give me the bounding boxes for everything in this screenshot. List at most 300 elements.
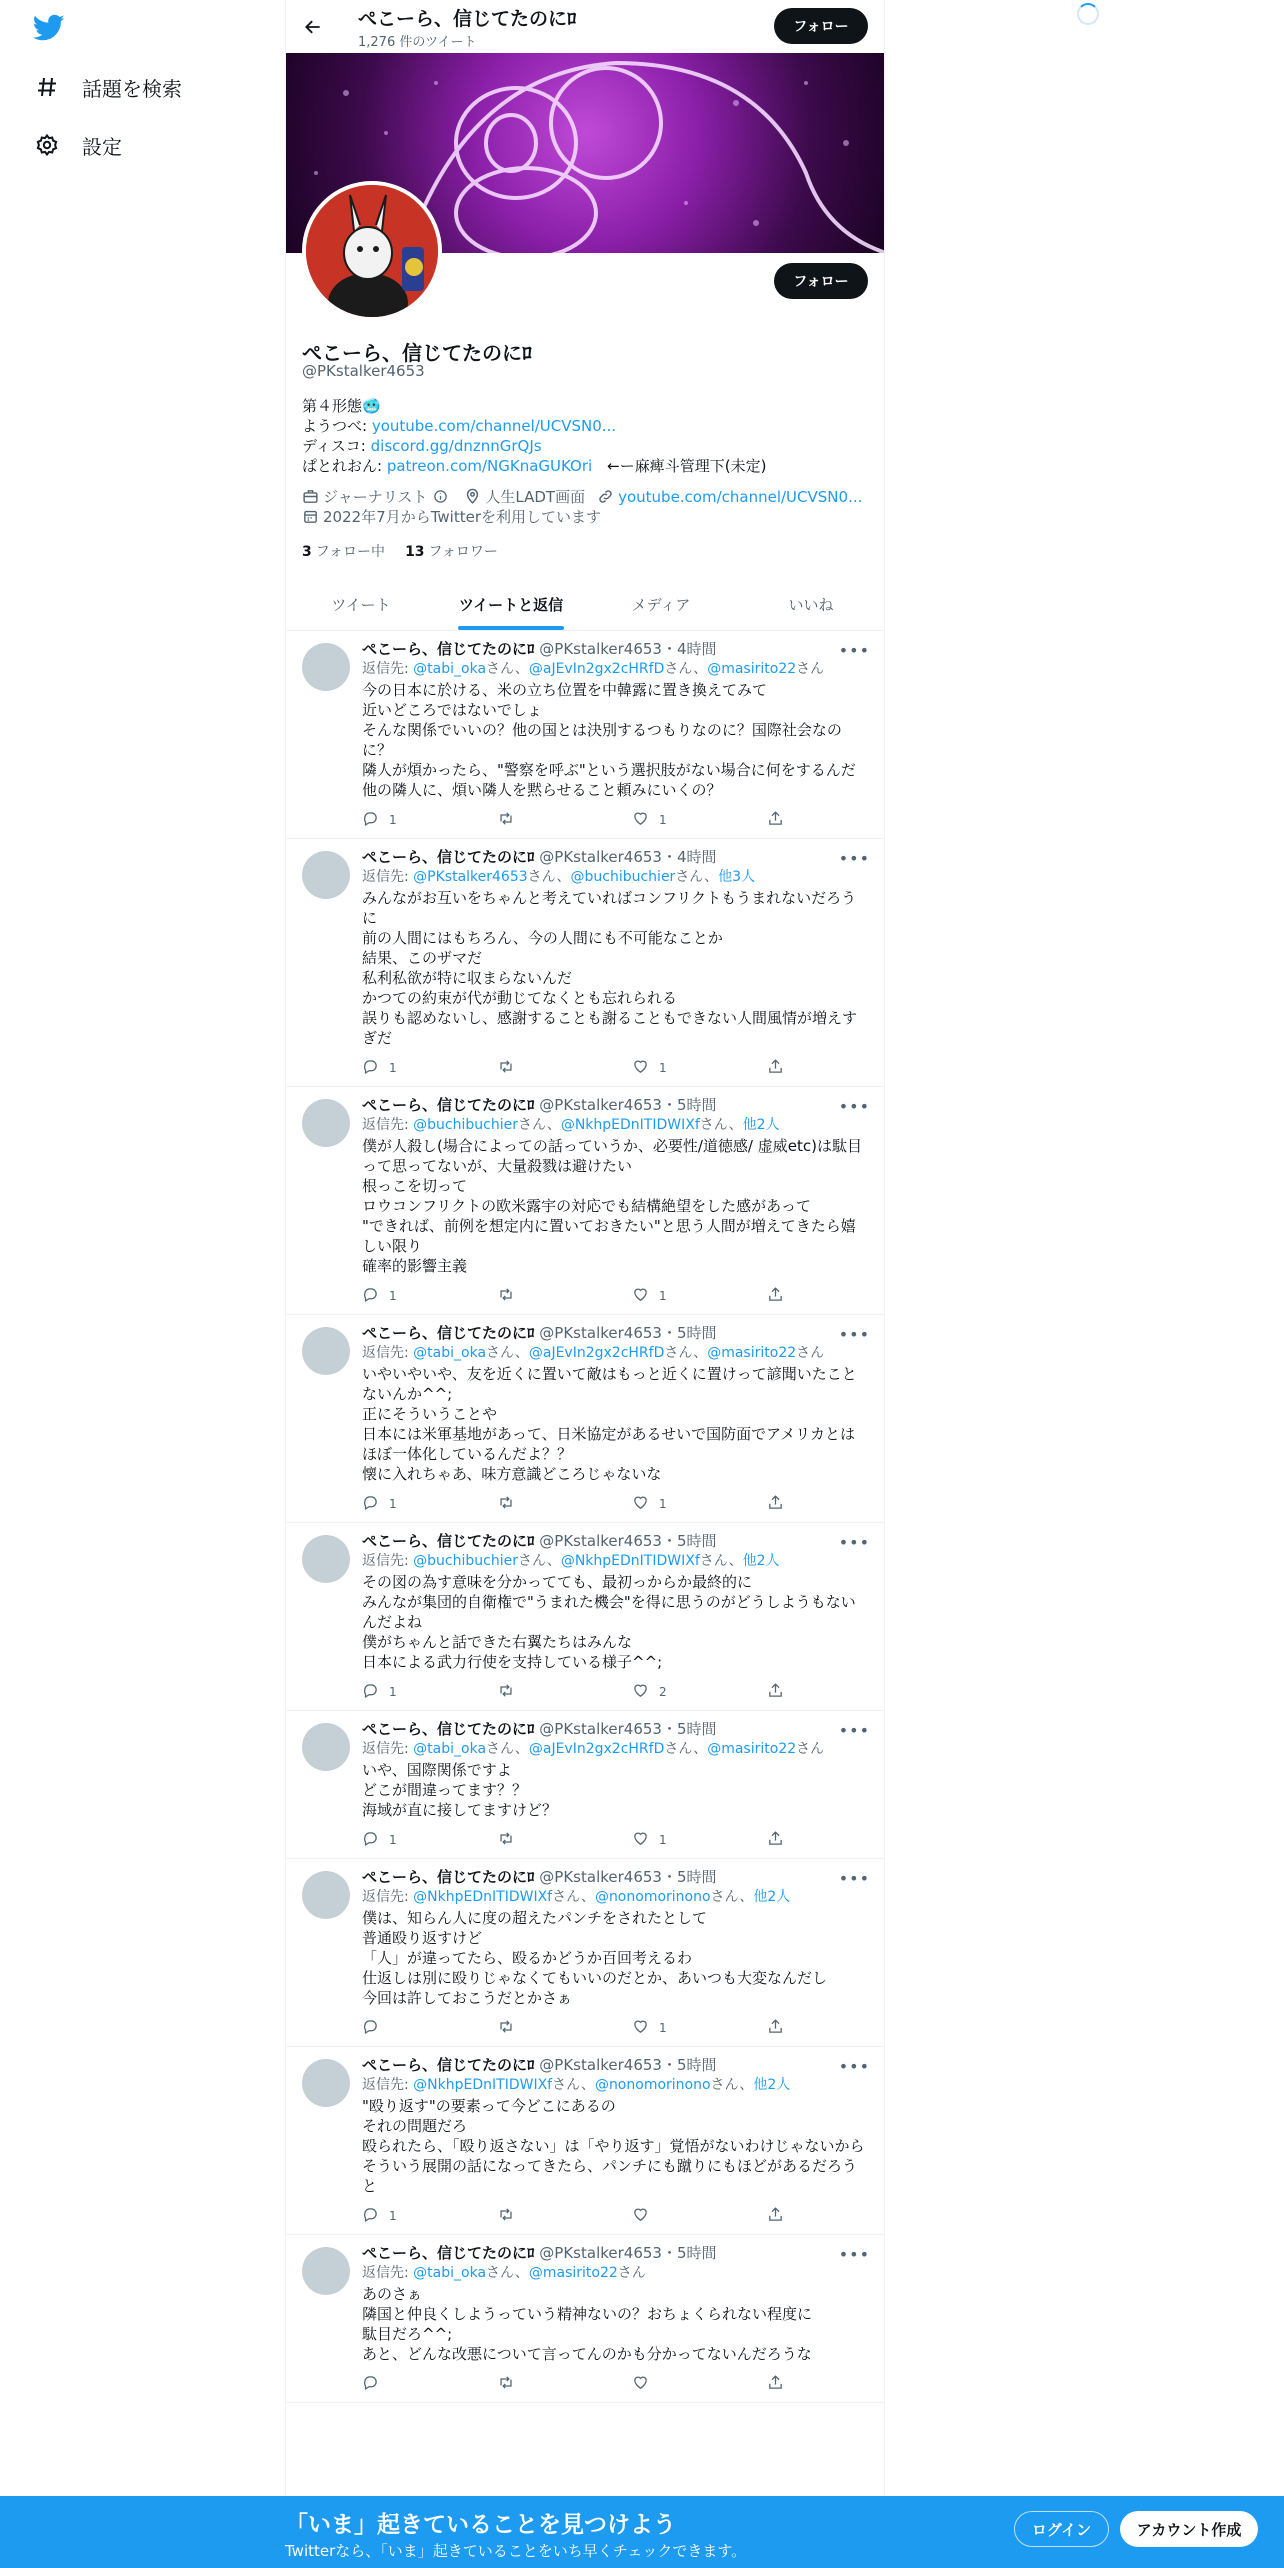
like-count: 1 bbox=[659, 1289, 667, 1303]
reply-suffix: さん、 bbox=[664, 661, 708, 677]
bio-patreon-prefix: ぱとれおん: bbox=[302, 457, 387, 475]
reply-mention[interactable]: @NkhpEDnITIDWIXf bbox=[413, 1889, 553, 1905]
reply-mention[interactable]: 他2人 bbox=[742, 1117, 780, 1133]
tweet-author-name[interactable]: ぺこーら、信じてたのにﾛ︎ bbox=[362, 2244, 535, 2262]
share-button[interactable] bbox=[767, 810, 784, 830]
tab-label: ツイート bbox=[331, 595, 391, 614]
heart-icon bbox=[632, 1830, 649, 1850]
reply-prefix: 返信先: bbox=[362, 1741, 414, 1757]
nav-explore[interactable] bbox=[34, 67, 182, 107]
reply-icon bbox=[362, 1286, 379, 1306]
tweet-actions bbox=[362, 1058, 870, 1078]
following-label: フォロー中 bbox=[315, 544, 386, 560]
reply-mention[interactable]: @tabi_oka bbox=[413, 1345, 487, 1361]
tweet-author-name[interactable]: ぺこーら、信じてたのにﾛ︎ bbox=[362, 2056, 535, 2074]
tab-label: いいね bbox=[788, 595, 834, 614]
share-button[interactable] bbox=[767, 1682, 784, 1702]
tab-tweets-and-replies[interactable] bbox=[436, 578, 586, 630]
reply-suffix: さん bbox=[796, 1741, 825, 1757]
tweet[interactable] bbox=[286, 1523, 885, 1711]
share-button[interactable] bbox=[767, 2374, 784, 2394]
tweet-actions bbox=[362, 2374, 870, 2394]
reply-suffix: さん、 bbox=[486, 1345, 529, 1361]
more-options-icon[interactable]: ••• bbox=[838, 2245, 870, 2264]
tweet-avatar[interactable] bbox=[302, 1535, 350, 1583]
reply-button[interactable] bbox=[362, 1830, 497, 1850]
tweet-author-handle[interactable]: @PKstalker4653 bbox=[539, 1324, 662, 1342]
reply-suffix: さん、 bbox=[486, 2265, 529, 2281]
reply-button[interactable] bbox=[362, 1286, 497, 1306]
reply-mention[interactable]: @aJEvIn2gx2cHRfD bbox=[528, 1741, 665, 1757]
tweet-text: その図の為す意味を分かってても、最初っからか最終的に みんなが集団的自衛権で"うまれた機会"を得に思うのがどうしようもないんだよね 僕がちゃんと話できた右翼たちはみんな 日本による武力行使を支持している様子^^; bbox=[362, 1573, 856, 1671]
retweet-button[interactable] bbox=[497, 810, 632, 830]
share-icon bbox=[767, 1830, 784, 1850]
reply-icon bbox=[362, 2206, 379, 2226]
reply-mention[interactable]: @tabi_oka bbox=[413, 2265, 487, 2281]
tweet[interactable] bbox=[286, 1859, 885, 2047]
reply-context bbox=[362, 1115, 870, 1135]
like-button[interactable] bbox=[632, 1286, 767, 1306]
reply-mention[interactable]: @masirito22 bbox=[707, 1345, 797, 1361]
reply-suffix: さん bbox=[796, 661, 825, 677]
like-button[interactable] bbox=[632, 2374, 767, 2394]
reply-mention[interactable]: @masirito22 bbox=[707, 1741, 797, 1757]
reply-mention[interactable]: @aJEvIn2gx2cHRfD bbox=[528, 661, 665, 677]
reply-count: 1 bbox=[389, 1497, 397, 1511]
bio-discord-link[interactable]: discord.gg/dnznnGrQJs bbox=[370, 437, 542, 455]
reply-button[interactable] bbox=[362, 2374, 497, 2394]
briefcase-icon bbox=[302, 488, 319, 505]
profile-job bbox=[302, 486, 452, 507]
tweet-avatar[interactable] bbox=[302, 1099, 350, 1147]
tweet-time[interactable]: ・5時間 bbox=[661, 2244, 717, 2262]
tweet-author-handle[interactable]: @PKstalker4653 bbox=[539, 1720, 662, 1738]
tweet-feed bbox=[286, 631, 885, 2403]
reply-mention[interactable]: @NkhpEDnITIDWIXf bbox=[413, 2077, 553, 2093]
reply-mention[interactable]: 他2人 bbox=[742, 1553, 780, 1569]
tweet[interactable] bbox=[286, 1315, 885, 1523]
tweet-time[interactable]: ・4時間 bbox=[661, 640, 717, 658]
tweet-author-name[interactable]: ぺこーら、信じてたのにﾛ︎ bbox=[362, 1324, 535, 1342]
heart-icon bbox=[632, 2018, 649, 2038]
retweet-button[interactable] bbox=[497, 1830, 632, 1850]
reply-prefix: 返信先: bbox=[362, 2077, 414, 2093]
share-icon bbox=[767, 1682, 784, 1702]
reply-icon bbox=[362, 1830, 379, 1850]
retweet-button[interactable] bbox=[497, 2018, 632, 2038]
tweet-time[interactable]: ・5時間 bbox=[661, 1720, 717, 1738]
reply-count: 1 bbox=[389, 1289, 397, 1303]
tweet-header bbox=[362, 847, 870, 867]
reply-button[interactable] bbox=[362, 810, 497, 830]
share-icon bbox=[767, 2374, 784, 2394]
reply-mention[interactable]: @tabi_oka bbox=[413, 661, 487, 677]
retweet-button[interactable] bbox=[497, 2206, 632, 2226]
calendar-icon bbox=[302, 508, 319, 525]
reply-icon bbox=[362, 1682, 379, 1702]
heart-icon bbox=[632, 1286, 649, 1306]
profile-website[interactable] bbox=[597, 488, 862, 506]
nav-settings[interactable] bbox=[34, 125, 122, 165]
reply-count: 1 bbox=[389, 2209, 397, 2223]
active-tab-indicator bbox=[458, 626, 564, 630]
more-options-icon[interactable]: ••• bbox=[838, 1869, 870, 1888]
link-icon bbox=[597, 488, 614, 505]
followers-label: フォロワー bbox=[428, 544, 498, 560]
like-count: 1 bbox=[659, 1497, 667, 1511]
more-options-icon[interactable]: ••• bbox=[838, 1325, 870, 1344]
tweet-text: "殴り返す"の要素って今どこにあるの それの問題だろ 殴られたら、「殴り返さない」は「やり返す」覚悟がないわけじゃないから そういう展開の話になってきたら、パンチにも蹴りにもほどがあるだろうと bbox=[362, 2097, 865, 2195]
more-options-icon[interactable]: ••• bbox=[838, 1533, 870, 1552]
bio-patreon-link[interactable]: patreon.com/NGKnaGUKOri bbox=[386, 457, 593, 475]
reply-mention[interactable]: @PKstalker4653 bbox=[413, 869, 528, 885]
reply-count: 1 bbox=[389, 1685, 397, 1699]
more-options-icon[interactable]: ••• bbox=[838, 641, 870, 660]
reply-context bbox=[362, 2263, 870, 2283]
signup-banner bbox=[0, 2496, 1284, 2568]
reply-suffix: さん bbox=[796, 1345, 825, 1361]
tweet-author-handle[interactable]: @PKstalker4653 bbox=[539, 1532, 662, 1550]
share-button[interactable] bbox=[767, 1494, 784, 1514]
following-stat[interactable] bbox=[302, 541, 385, 561]
profile-joined-row bbox=[302, 506, 613, 527]
profile-bio bbox=[302, 396, 766, 476]
tweet-text: 僕は、知らん人に度の超えたパンチをされたとして 普通殴り返すけど 「人」が違ってたら、殴るかどうか百回考えるわ 仕返しは別に殴りじゃなくてもいいのだとか、あいつも大変なんだし 今回は許しておこうだとかさぁ bbox=[362, 1909, 828, 2007]
tweet-time[interactable]: ・5時間 bbox=[661, 1324, 717, 1342]
tweet-avatar[interactable] bbox=[302, 851, 350, 899]
tweet-author-handle[interactable]: @PKstalker4653 bbox=[539, 1868, 662, 1886]
reply-mention[interactable]: @nonomorinono bbox=[594, 2077, 711, 2093]
tweet-author-name[interactable]: ぺこーら、信じてたのにﾛ︎ bbox=[362, 1096, 535, 1114]
tab-label: メディア bbox=[631, 595, 691, 614]
heart-icon bbox=[632, 2206, 649, 2226]
profile-location bbox=[464, 486, 585, 507]
reply-mention[interactable]: @buchibuchier bbox=[413, 1553, 518, 1569]
share-icon bbox=[767, 1494, 784, 1514]
reply-suffix: さん bbox=[617, 2265, 646, 2281]
reply-icon bbox=[362, 2374, 379, 2394]
retweet-icon bbox=[497, 1830, 515, 1850]
tweet-time[interactable]: ・4時間 bbox=[661, 848, 717, 866]
tweet-actions bbox=[362, 2206, 870, 2226]
tweet-author-name[interactable]: ぺこーら、信じてたのにﾛ︎ bbox=[362, 640, 535, 658]
like-count: 1 bbox=[659, 813, 667, 827]
tweet-author-name[interactable]: ぺこーら、信じてたのにﾛ︎ bbox=[362, 1868, 535, 1886]
reply-button[interactable] bbox=[362, 2206, 497, 2226]
tab-media[interactable] bbox=[586, 578, 736, 630]
reply-suffix: さん、 bbox=[710, 2077, 754, 2093]
tweet-header bbox=[362, 1531, 870, 1551]
tweet-author-handle[interactable]: @PKstalker4653 bbox=[539, 640, 662, 658]
profile-meta-row bbox=[302, 486, 874, 507]
tweet-avatar[interactable] bbox=[302, 2247, 350, 2295]
retweet-icon bbox=[497, 2206, 515, 2226]
reply-mention[interactable]: @buchibuchier bbox=[570, 869, 676, 885]
profile-column bbox=[285, 0, 885, 2568]
tweet[interactable] bbox=[286, 2235, 885, 2403]
reply-prefix: 返信先: bbox=[362, 869, 414, 885]
tweet-header bbox=[362, 1095, 870, 1115]
reply-prefix: 返信先: bbox=[362, 2265, 414, 2281]
more-options-icon[interactable]: ••• bbox=[838, 849, 870, 868]
header-tweet-count: 1,276 件のツイート bbox=[358, 35, 477, 50]
reply-icon bbox=[362, 2018, 379, 2038]
profile-header-bar bbox=[286, 0, 885, 53]
gear-icon bbox=[34, 132, 60, 158]
like-button[interactable] bbox=[632, 1058, 767, 1078]
tweet[interactable] bbox=[286, 1087, 885, 1315]
following-count: 3 bbox=[302, 544, 312, 560]
tweet-text: みんながお互いをちゃんと考えていればコンフリクトもうまれないだろうに 前の人間にはもちろん、今の人間にも不可能なことか 結果、このザマだ 私利私欲が特に収まらないんだ かつての約束が代が動じてなくとも忘れられる 誤りも認めないし、感謝することも謝ることもできない人間風情が増えすぎだ bbox=[362, 889, 858, 1047]
reply-mention[interactable]: @nonomorinono bbox=[594, 1889, 711, 1905]
tweet[interactable] bbox=[286, 631, 885, 839]
reply-mention[interactable]: @NkhpEDnITIDWIXf bbox=[560, 1553, 700, 1569]
tweet-author-handle[interactable]: @PKstalker4653 bbox=[539, 848, 662, 866]
reply-suffix: さん、 bbox=[664, 1345, 708, 1361]
tweet-avatar[interactable] bbox=[302, 1871, 350, 1919]
reply-mention[interactable]: @masirito22 bbox=[528, 2265, 618, 2281]
reply-mention[interactable]: 他2人 bbox=[753, 2077, 791, 2093]
reply-count: 1 bbox=[389, 1061, 397, 1075]
tweet[interactable] bbox=[286, 1711, 885, 1859]
reply-button[interactable] bbox=[362, 1682, 497, 1702]
like-button[interactable] bbox=[632, 2206, 767, 2226]
reply-suffix: さん、 bbox=[517, 1553, 561, 1569]
retweet-button[interactable] bbox=[497, 2374, 632, 2394]
tweet[interactable] bbox=[286, 2047, 885, 2235]
tweet-header bbox=[362, 639, 870, 659]
hashtag-icon bbox=[34, 74, 60, 100]
loading-spinner-icon bbox=[1077, 3, 1099, 25]
profile-handle: @PKstalker4653 bbox=[302, 362, 425, 380]
reply-suffix: さん、 bbox=[699, 1117, 743, 1133]
bio-discord-prefix: ディスコ: bbox=[302, 437, 371, 455]
reply-button[interactable] bbox=[362, 2018, 497, 2038]
bio-youtube-line bbox=[302, 416, 766, 436]
signup-banner-title: 「いま」起きていることを見つけよう bbox=[285, 2512, 676, 2538]
profile-stats bbox=[302, 541, 518, 561]
profile-location-label: 人生LADT画面 bbox=[485, 488, 586, 506]
retweet-icon bbox=[497, 2374, 515, 2394]
reply-context bbox=[362, 659, 870, 679]
heart-icon bbox=[632, 1682, 649, 1702]
tweet-time[interactable]: ・5時間 bbox=[661, 1096, 717, 1114]
tweet-text: 今の日本に於ける、米の立ち位置を中韓露に置き換えてみて 近いどころではないでしょ そんな関係でいいの？他の国とは決別するつもりなのに？国際社会なのに？ 隣人が煩かったら、"警察を呼ぶ"という選択肢がない場合に何をするんだ 他の隣人に、煩い隣人を黙らせること頼みにいくの？ bbox=[362, 681, 856, 799]
share-button[interactable] bbox=[767, 1830, 784, 1850]
tab-label: ツイートと返信 bbox=[458, 595, 564, 614]
reply-icon bbox=[362, 1058, 379, 1078]
like-button[interactable] bbox=[632, 1830, 767, 1850]
share-button[interactable] bbox=[767, 1286, 784, 1306]
reply-context bbox=[362, 1887, 870, 1907]
reply-context bbox=[362, 867, 870, 887]
reply-count: 1 bbox=[389, 1833, 397, 1847]
heart-icon bbox=[632, 2374, 649, 2394]
reply-suffix: さん、 bbox=[486, 661, 529, 677]
tweet-header bbox=[362, 2055, 870, 2075]
tweet-actions bbox=[362, 1494, 870, 1514]
nav-settings-label: 設定 bbox=[82, 134, 122, 159]
header-follow-button[interactable]: フォロー bbox=[774, 8, 868, 44]
info-icon[interactable] bbox=[433, 489, 448, 504]
heart-icon bbox=[632, 1058, 649, 1078]
share-button[interactable] bbox=[767, 2206, 784, 2226]
tweet-text: あのさぁ 隣国と仲良くしようっていう精神ないの？おちょくられない程度に 駄目だろ^^; あと、どんな改悪について言ってんのかも分かってないんだろうな bbox=[362, 2285, 813, 2363]
retweet-button[interactable] bbox=[497, 1682, 632, 1702]
reply-mention[interactable]: @aJEvIn2gx2cHRfD bbox=[528, 1345, 665, 1361]
reply-mention[interactable]: 他2人 bbox=[753, 1889, 791, 1905]
share-icon bbox=[767, 810, 784, 830]
like-button[interactable] bbox=[632, 810, 767, 830]
reply-suffix: さん、 bbox=[552, 1889, 595, 1905]
login-button[interactable]: ログイン bbox=[1014, 2511, 1109, 2547]
retweet-icon bbox=[497, 1286, 515, 1306]
profile-avatar[interactable] bbox=[302, 181, 442, 321]
tweet-header bbox=[362, 1323, 870, 1343]
tweet-actions bbox=[362, 1830, 870, 1850]
signup-banner-subtitle: Twitterなら、「いま」起きていることをいち早くチェックできます。 bbox=[285, 2542, 747, 2560]
tweet-actions bbox=[362, 2018, 870, 2038]
retweet-icon bbox=[497, 810, 515, 830]
like-button[interactable] bbox=[632, 2018, 767, 2038]
tweet-text: いや、国際関係ですよ どこが間違ってます？？ 海域が直に接してますけど？ bbox=[362, 1761, 558, 1819]
follow-button[interactable]: フォロー bbox=[774, 263, 868, 299]
tweet-actions bbox=[362, 1682, 870, 1702]
retweet-icon bbox=[497, 2018, 515, 2038]
share-button[interactable] bbox=[767, 1058, 784, 1078]
reply-prefix: 返信先: bbox=[362, 1553, 414, 1569]
reply-button[interactable] bbox=[362, 1058, 497, 1078]
followers-count: 13 bbox=[405, 544, 425, 560]
bio-youtube-prefix: ようつべ: bbox=[302, 417, 372, 435]
reply-prefix: 返信先: bbox=[362, 1889, 414, 1905]
followers-stat[interactable] bbox=[405, 541, 498, 561]
profile-website-link[interactable]: youtube.com/channel/UCVSN0... bbox=[618, 487, 863, 506]
reply-suffix: さん、 bbox=[517, 1117, 561, 1133]
retweet-icon bbox=[497, 1058, 515, 1078]
like-count: 2 bbox=[659, 1685, 667, 1699]
reply-mention[interactable]: @buchibuchier bbox=[413, 1117, 518, 1133]
retweet-button[interactable] bbox=[497, 1286, 632, 1306]
tweet-header bbox=[362, 1719, 870, 1739]
profile-job-label: ジャーナリスト bbox=[323, 488, 428, 506]
twitter-logo-icon[interactable] bbox=[33, 14, 65, 42]
nav-explore-label: 話題を検索 bbox=[82, 76, 182, 101]
tab-likes[interactable] bbox=[736, 578, 885, 630]
back-arrow-icon[interactable] bbox=[298, 12, 328, 42]
tweet-actions bbox=[362, 810, 870, 830]
reply-mention[interactable]: @masirito22 bbox=[707, 661, 797, 677]
reply-count: 1 bbox=[389, 813, 397, 827]
reply-suffix: さん、 bbox=[552, 2077, 595, 2093]
reply-context bbox=[362, 1551, 870, 1571]
header-profile-name: ぺこーら、信じてたのにﾛ︎ bbox=[358, 8, 577, 30]
reply-prefix: 返信先: bbox=[362, 1345, 414, 1361]
profile-tabs bbox=[286, 578, 885, 631]
reply-icon bbox=[362, 1494, 379, 1514]
tweet-author-name[interactable]: ぺこーら、信じてたのにﾛ︎ bbox=[362, 1532, 535, 1550]
bio-line: 第４形態🥶 bbox=[302, 397, 381, 415]
tweet-avatar[interactable] bbox=[302, 1723, 350, 1771]
reply-mention[interactable]: @tabi_oka bbox=[413, 1741, 487, 1757]
like-count: 1 bbox=[659, 1833, 667, 1847]
reply-context bbox=[362, 2075, 870, 2095]
reply-suffix: さん、 bbox=[699, 1553, 743, 1569]
tweet-header bbox=[362, 2243, 870, 2263]
tweet-time[interactable]: ・5時間 bbox=[661, 2056, 717, 2074]
tab-tweets[interactable] bbox=[286, 578, 436, 630]
tweet-avatar[interactable] bbox=[302, 1327, 350, 1375]
signup-button[interactable]: アカウント作成 bbox=[1120, 2511, 1258, 2547]
tweet-avatar[interactable] bbox=[302, 2059, 350, 2107]
more-options-icon[interactable]: ••• bbox=[838, 1097, 870, 1116]
like-button[interactable] bbox=[632, 1682, 767, 1702]
share-icon bbox=[767, 2206, 784, 2226]
profile-joined-label: 2022年7月からTwitterを利用しています bbox=[323, 508, 601, 526]
retweet-icon bbox=[497, 1682, 515, 1702]
more-options-icon[interactable]: ••• bbox=[838, 1721, 870, 1740]
like-button[interactable] bbox=[632, 1494, 767, 1514]
reply-suffix: さん、 bbox=[486, 1741, 529, 1757]
reply-suffix: さん、 bbox=[710, 1889, 754, 1905]
heart-icon bbox=[632, 1494, 649, 1514]
profile-name: ぺこーら、信じてたのにﾛ︎ bbox=[302, 341, 532, 365]
heart-icon bbox=[632, 810, 649, 830]
tweet-author-handle[interactable]: @PKstalker4653 bbox=[539, 2244, 662, 2262]
bio-patreon-line bbox=[302, 456, 766, 476]
share-icon bbox=[767, 1286, 784, 1306]
more-options-icon[interactable]: ••• bbox=[838, 2057, 870, 2076]
avatar-art bbox=[306, 185, 438, 317]
location-pin-icon bbox=[464, 488, 481, 505]
bio-youtube-link[interactable]: youtube.com/channel/UCVSN0... bbox=[371, 417, 617, 435]
tweet-author-name[interactable]: ぺこーら、信じてたのにﾛ︎ bbox=[362, 848, 535, 866]
like-count: 1 bbox=[659, 2021, 667, 2035]
tweet-time[interactable]: ・5時間 bbox=[661, 1868, 717, 1886]
tweet-author-handle[interactable]: @PKstalker4653 bbox=[539, 1096, 662, 1114]
tweet[interactable] bbox=[286, 839, 885, 1087]
tweet-time[interactable]: ・5時間 bbox=[661, 1532, 717, 1550]
reply-suffix: さん、 bbox=[675, 869, 719, 885]
reply-button[interactable] bbox=[362, 1494, 497, 1514]
profile-joined bbox=[302, 506, 601, 527]
reply-mention[interactable]: 他3人 bbox=[718, 869, 756, 885]
reply-prefix: 返信先: bbox=[362, 661, 414, 677]
tweet-avatar[interactable] bbox=[302, 643, 350, 691]
reply-prefix: 返信先: bbox=[362, 1117, 414, 1133]
share-icon bbox=[767, 2018, 784, 2038]
like-count: 1 bbox=[659, 1061, 667, 1075]
share-icon bbox=[767, 1058, 784, 1078]
retweet-icon bbox=[497, 1494, 515, 1514]
left-navigation bbox=[0, 0, 285, 2568]
bio-discord-line bbox=[302, 436, 766, 456]
bio-patreon-suffix: ←ー麻痺斗管理下(未定) bbox=[592, 457, 767, 475]
reply-suffix: さん、 bbox=[527, 869, 571, 885]
reply-context bbox=[362, 1739, 870, 1759]
reply-context bbox=[362, 1343, 870, 1363]
retweet-button[interactable] bbox=[497, 1494, 632, 1514]
tweet-text: いやいやいや、友を近くに置いて敵はもっと近くに置けって諺聞いたことないんか^^; 正にそういうことや 日本には米軍基地があって、日米協定があるせいで国防面でアメリカとはほぼ一体化しているんだよ？？ 懐に入れちゃあ、味方意識どころじゃないな bbox=[362, 1365, 857, 1483]
tweet-header bbox=[362, 1867, 870, 1887]
reply-suffix: さん、 bbox=[664, 1741, 708, 1757]
share-button[interactable] bbox=[767, 2018, 784, 2038]
tweet-author-handle[interactable]: @PKstalker4653 bbox=[539, 2056, 662, 2074]
tweet-author-name[interactable]: ぺこーら、信じてたのにﾛ︎ bbox=[362, 1720, 535, 1738]
retweet-button[interactable] bbox=[497, 1058, 632, 1078]
reply-mention[interactable]: @NkhpEDnITIDWIXf bbox=[560, 1117, 700, 1133]
tweet-text: 僕が人殺し(場合によっての話っていうか、必要性/道徳感/ 虚威etc)は駄目って思ってないが、大量殺戮は避けたい 根っこを切って ロウコンフリクトの欧米露宇の対応でも結構絶望をした感があって "できれば、前例を想定内に置いておきたい"と思う人間が増えてきたら嬉しい限り 確率的影響主義 bbox=[362, 1137, 862, 1275]
